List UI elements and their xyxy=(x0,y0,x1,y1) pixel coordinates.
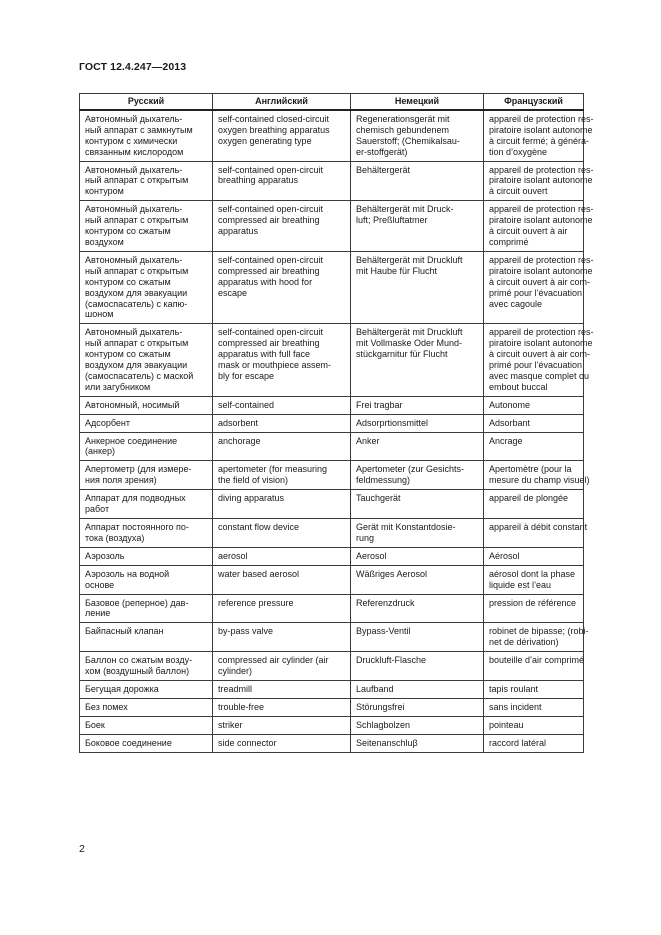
cell-line: breathing apparatus xyxy=(218,175,299,186)
cell-english xyxy=(213,519,351,548)
cell-line: связанным кислородом xyxy=(85,146,184,157)
cell-line: rung xyxy=(356,532,375,543)
cell-line: escape xyxy=(218,287,248,298)
table-row xyxy=(80,432,584,461)
cell-line: aérosol dont la phase xyxy=(489,568,576,579)
cell-english xyxy=(213,680,351,698)
cell-line: Баллон со сжатым возду- xyxy=(85,655,193,666)
cell-line: feldmessung) xyxy=(356,475,411,486)
cell-english xyxy=(213,594,351,623)
cell-french xyxy=(484,594,584,623)
cell-line: Аэрозоль на водной xyxy=(85,568,170,579)
table-row xyxy=(80,565,584,594)
cell-russian xyxy=(80,594,213,623)
cell-line: appareil de protection res- xyxy=(489,164,594,175)
cell-line: Бегущая дорожка xyxy=(85,683,159,694)
cell-line: self-contained open-circuit xyxy=(218,254,324,265)
cell-german xyxy=(351,565,484,594)
cell-french xyxy=(484,716,584,734)
cell-line: trouble-free xyxy=(218,701,265,712)
cell-line: piratoire isolant autonome xyxy=(489,124,593,135)
cell-line: контуром со сжатым xyxy=(85,349,171,360)
cell-line: self-contained open-circuit xyxy=(218,204,324,215)
cell-russian xyxy=(80,110,213,161)
cell-german xyxy=(351,201,484,252)
cell-english xyxy=(213,414,351,432)
cell-russian xyxy=(80,698,213,716)
page-number: 2 xyxy=(79,843,85,855)
cell-line: à circuit ouvert à air com- xyxy=(489,349,591,360)
cell-line: ния поля зрения) xyxy=(85,475,157,486)
cell-french xyxy=(484,680,584,698)
cell-line: bouteille d’air comprimé xyxy=(489,655,585,666)
cell-line: à circuit fermé; à généra- xyxy=(489,135,590,146)
cell-line: net de dérivation) xyxy=(489,637,559,648)
table-row xyxy=(80,161,584,201)
cell-line: comprimé xyxy=(489,236,529,247)
cell-line: Автономный дыхатель- xyxy=(85,327,183,338)
cell-line: контуром с химически xyxy=(85,135,178,146)
cell-line: (самоспасатель) с капю- xyxy=(85,298,188,309)
cell-german xyxy=(351,396,484,414)
cell-line: side connector xyxy=(218,737,277,748)
cell-line: Seitenanschluβ xyxy=(356,737,418,748)
cell-line: Aerosol xyxy=(356,550,387,561)
table-row xyxy=(80,594,584,623)
table-row xyxy=(80,623,584,652)
cell-german xyxy=(351,251,484,323)
cell-line: ный аппарат с открытым xyxy=(85,265,189,276)
cell-line: oxygen breathing apparatus xyxy=(218,124,330,135)
cell-english xyxy=(213,623,351,652)
table-row xyxy=(80,201,584,252)
cell-russian xyxy=(80,414,213,432)
cell-line: Базовое (реперное) дав- xyxy=(85,597,189,608)
table-body xyxy=(80,110,594,752)
table-row xyxy=(80,519,584,548)
table-header-row xyxy=(80,94,584,110)
cell-line: compressed air breathing xyxy=(218,338,320,349)
cell-line: bly for escape xyxy=(218,370,275,381)
cell-french xyxy=(484,414,584,432)
table-row xyxy=(80,461,584,490)
cell-line: Sauerstoff; (Chemikalsau- xyxy=(356,135,460,146)
cell-line: apparatus with full face xyxy=(218,349,311,360)
cell-line: Frei tragbar xyxy=(356,399,403,410)
cell-line: Ancrage xyxy=(489,435,523,446)
cell-line: или загубником xyxy=(85,381,151,392)
cell-line: sans incident xyxy=(489,701,542,712)
cell-line: treadmill xyxy=(218,683,253,694)
cell-line: raccord latéral xyxy=(489,737,547,748)
cell-line: ление xyxy=(85,608,111,619)
cell-german xyxy=(351,324,484,396)
cell-line: Adsorbant xyxy=(489,417,531,428)
cell-russian xyxy=(80,201,213,252)
table-row xyxy=(80,414,584,432)
cell-line: primé pour l’évacuation xyxy=(489,360,583,371)
cell-line: Adsorprtionsmittel xyxy=(356,417,429,428)
cell-russian xyxy=(80,734,213,752)
cell-line: appareil à débit constant xyxy=(489,522,588,532)
cell-line: Адсорбент xyxy=(85,417,131,428)
cell-line: constant flow device xyxy=(218,522,300,532)
cell-russian xyxy=(80,324,213,396)
cell-line: mit Haube für Flucht xyxy=(356,265,438,276)
cell-line: Aérosol xyxy=(489,550,520,561)
cell-russian xyxy=(80,623,213,652)
cell-line: pointeau xyxy=(489,719,524,730)
cell-line: Schlagbolzen xyxy=(356,719,411,730)
cell-line: (самоспасатель) с маской xyxy=(85,370,194,381)
cell-german xyxy=(351,734,484,752)
cell-german xyxy=(351,414,484,432)
document-header: ГОСТ 12.4.247—2013 xyxy=(79,61,187,73)
cell-french xyxy=(484,698,584,716)
cell-line: robinet de bipasse; (robi- xyxy=(489,626,589,637)
cell-german xyxy=(351,519,484,548)
cell-german xyxy=(351,698,484,716)
cell-line: tion d’oxygène xyxy=(489,146,548,157)
cell-line: Behältergerät mit Druckluft xyxy=(356,327,463,338)
cell-line: Боек xyxy=(85,719,105,730)
cell-line: Störungsfrei xyxy=(356,701,405,712)
cell-french xyxy=(484,547,584,565)
cell-line: Apertomètre (pour la xyxy=(489,464,572,475)
cell-line: liquide est l’eau xyxy=(489,579,552,590)
cell-line: avec masque complet ou xyxy=(489,370,590,381)
cell-line: self-contained open-circuit xyxy=(218,327,324,338)
cell-line: Автономный, носимый xyxy=(85,399,180,410)
cell-line: appareil de protection res- xyxy=(489,254,594,265)
cell-line: apparatus with hood for xyxy=(218,276,313,287)
cell-german xyxy=(351,547,484,565)
cell-line: à circuit ouvert xyxy=(489,186,548,197)
cell-line: piratoire isolant autonome xyxy=(489,338,593,349)
cell-french xyxy=(484,490,584,519)
cell-english xyxy=(213,324,351,396)
cell-line: Анкерное соединение xyxy=(85,435,178,446)
cell-line: Автономный дыхатель- xyxy=(85,254,183,265)
cell-line: piratoire isolant autonome xyxy=(489,265,593,276)
cell-french xyxy=(484,623,589,652)
cell-line: adsorbent xyxy=(218,417,259,428)
cell-french xyxy=(484,565,584,594)
cell-line: Regenerationsgerät mit xyxy=(356,113,450,124)
cell-german xyxy=(351,680,484,698)
cell-russian xyxy=(80,461,213,490)
cell-russian xyxy=(80,161,213,201)
cell-russian xyxy=(80,490,213,519)
cell-german xyxy=(351,110,484,161)
cell-french xyxy=(484,110,594,161)
cell-german xyxy=(351,623,484,652)
cell-line: piratoire isolant autonome xyxy=(489,215,593,226)
cell-line: Wäßriges Aerosol xyxy=(356,568,428,579)
cell-line: primé pour l’évacuation xyxy=(489,287,583,298)
cell-english xyxy=(213,565,351,594)
terminology-table xyxy=(79,93,594,753)
column-header-french: Французский xyxy=(484,94,584,110)
cell-russian xyxy=(80,680,213,698)
cell-line: mask or mouthpiece assem- xyxy=(218,360,332,371)
cell-english xyxy=(213,432,351,461)
cell-line: stückgarnitur für Flucht xyxy=(356,349,448,360)
cell-german xyxy=(351,716,484,734)
cell-line: Referenzdruck xyxy=(356,597,415,608)
cell-french xyxy=(484,652,584,681)
cell-english xyxy=(213,110,351,161)
cell-french xyxy=(484,461,590,490)
cell-line: Аэрозоль xyxy=(85,550,125,561)
cell-line: water based aerosol xyxy=(218,568,300,579)
cell-line: luft; Preßluftatmer xyxy=(356,215,428,226)
cell-line: pression de référence xyxy=(489,597,577,608)
table-row xyxy=(80,396,584,414)
cell-line: piratoire isolant autonome xyxy=(489,175,593,186)
cell-german xyxy=(351,490,484,519)
terminology-table-wrapper xyxy=(79,93,594,753)
cell-line: Байпасный клапан xyxy=(85,626,164,637)
cell-line: работ xyxy=(85,504,110,515)
cell-line: the field of vision) xyxy=(218,475,289,486)
cell-line: embout buccal xyxy=(489,381,548,392)
cell-french xyxy=(484,161,594,201)
cell-line: by-pass valve xyxy=(218,626,274,637)
cell-line: шоном xyxy=(85,309,114,320)
table-row xyxy=(80,734,584,752)
cell-line: Автономный дыхатель- xyxy=(85,204,183,215)
cell-line: ный аппарат с открытым xyxy=(85,338,189,349)
table-row xyxy=(80,680,584,698)
cell-line: chemisch gebundenem xyxy=(356,124,450,135)
cell-line: à circuit ouvert à air com- xyxy=(489,276,591,287)
column-header-russian: Русский xyxy=(80,94,213,110)
cell-line: ный аппарат с открытым xyxy=(85,215,189,226)
cell-line: Apertometer (zur Gesichts- xyxy=(356,464,465,475)
cell-russian xyxy=(80,716,213,734)
cell-line: oxygen generating type xyxy=(218,135,312,146)
cell-line: tapis roulant xyxy=(489,683,539,694)
cell-russian xyxy=(80,565,213,594)
cell-line: Аппарат постоянного по- xyxy=(85,522,189,532)
cell-line: тока (воздуха) xyxy=(85,532,145,543)
cell-line: Автономный дыхатель- xyxy=(85,164,183,175)
cell-line: reference pressure xyxy=(218,597,294,608)
cell-russian xyxy=(80,652,213,681)
cell-line: Боковое соединение xyxy=(85,737,172,748)
table-row xyxy=(80,251,584,323)
cell-german xyxy=(351,594,484,623)
cell-english xyxy=(213,716,351,734)
table-row xyxy=(80,110,584,161)
cell-line: compressed air cylinder (air xyxy=(218,655,329,666)
cell-german xyxy=(351,161,484,201)
cell-line: diving apparatus xyxy=(218,493,285,504)
cell-line: Bypass-Ventil xyxy=(356,626,411,637)
cell-line: Gerät mit Konstantdosie- xyxy=(356,522,456,532)
table-row xyxy=(80,652,584,681)
cell-english xyxy=(213,490,351,519)
cell-line: воздухом для эвакуации xyxy=(85,360,188,371)
cell-line: aerosol xyxy=(218,550,248,561)
cell-line: Behältergerät mit Druckluft xyxy=(356,254,463,265)
cell-french xyxy=(484,251,594,323)
cell-german xyxy=(351,461,484,490)
cell-line: à circuit ouvert à air xyxy=(489,226,568,237)
cell-line: apertometer (for measuring xyxy=(218,464,328,475)
cell-line: appareil de plongée xyxy=(489,493,569,504)
cell-line: anchorage xyxy=(218,435,261,446)
cell-line: ный аппарат с открытым xyxy=(85,175,189,186)
cell-line: Автономный дыхатель- xyxy=(85,113,183,124)
cell-english xyxy=(213,734,351,752)
cell-russian xyxy=(80,432,213,461)
cell-german xyxy=(351,432,484,461)
cell-line: контуром со сжатым xyxy=(85,226,171,237)
cell-line: striker xyxy=(218,719,243,730)
column-header-german: Немецкий xyxy=(351,94,484,110)
cell-line: воздухом для эвакуации xyxy=(85,287,188,298)
cell-line: контуром со сжатым xyxy=(85,276,171,287)
cell-line: Behältergerät xyxy=(356,164,411,175)
cell-english xyxy=(213,461,351,490)
cell-line: Аппарат для подводных xyxy=(85,493,186,504)
cell-russian xyxy=(80,396,213,414)
cell-line: er-stoffgerät) xyxy=(356,146,408,157)
cell-german xyxy=(351,652,484,681)
cell-line: self-contained open-circuit xyxy=(218,164,324,175)
cell-line: mit Vollmaske Oder Mund- xyxy=(356,338,463,349)
cell-line: (анкер) xyxy=(85,446,116,457)
cell-english xyxy=(213,652,351,681)
cell-french xyxy=(484,396,584,414)
table-row xyxy=(80,547,584,565)
cell-english xyxy=(213,251,351,323)
cell-line: Anker xyxy=(356,435,380,446)
cell-line: Laufband xyxy=(356,683,394,694)
column-header-english: Английский xyxy=(213,94,351,110)
cell-line: Апертометр (для измере- xyxy=(85,464,192,475)
cell-line: apparatus xyxy=(218,226,259,237)
cell-russian xyxy=(80,547,213,565)
cell-line: mesure du champ visuel) xyxy=(489,475,590,486)
cell-line: Tauchgerät xyxy=(356,493,401,504)
cell-french xyxy=(484,201,594,252)
table-row xyxy=(80,324,584,396)
cell-english xyxy=(213,396,351,414)
cell-line: appareil de protection res- xyxy=(489,113,594,124)
cell-english xyxy=(213,547,351,565)
cell-line: appareil de protection res- xyxy=(489,327,594,338)
cell-line: self-contained xyxy=(218,399,275,410)
cell-line: self-contained closed-circuit xyxy=(218,113,330,124)
table-row xyxy=(80,716,584,734)
cell-line: Без помех xyxy=(85,701,128,712)
cell-french xyxy=(484,734,584,752)
cell-line: основе xyxy=(85,579,115,590)
cell-line: воздухом xyxy=(85,236,124,247)
cell-line: cylinder) xyxy=(218,666,253,677)
cell-line: appareil de protection res- xyxy=(489,204,594,215)
table-row xyxy=(80,698,584,716)
cell-english xyxy=(213,201,351,252)
cell-english xyxy=(213,161,351,201)
cell-russian xyxy=(80,251,213,323)
cell-french xyxy=(484,432,584,461)
cell-french xyxy=(484,519,588,548)
cell-russian xyxy=(80,519,213,548)
cell-line: Autonome xyxy=(489,399,531,410)
cell-line: Behältergerät mit Druck- xyxy=(356,204,454,215)
cell-line: avec cagoule xyxy=(489,298,543,309)
cell-line: Druckluft-Flasche xyxy=(356,655,427,666)
cell-line: хом (воздушный баллон) xyxy=(85,666,190,677)
cell-french xyxy=(484,324,594,396)
cell-line: compressed air breathing xyxy=(218,265,320,276)
cell-line: compressed air breathing xyxy=(218,215,320,226)
cell-line: контуром xyxy=(85,186,124,197)
table-row xyxy=(80,490,584,519)
cell-line: ный аппарат с замкнутым xyxy=(85,124,193,135)
cell-english xyxy=(213,698,351,716)
